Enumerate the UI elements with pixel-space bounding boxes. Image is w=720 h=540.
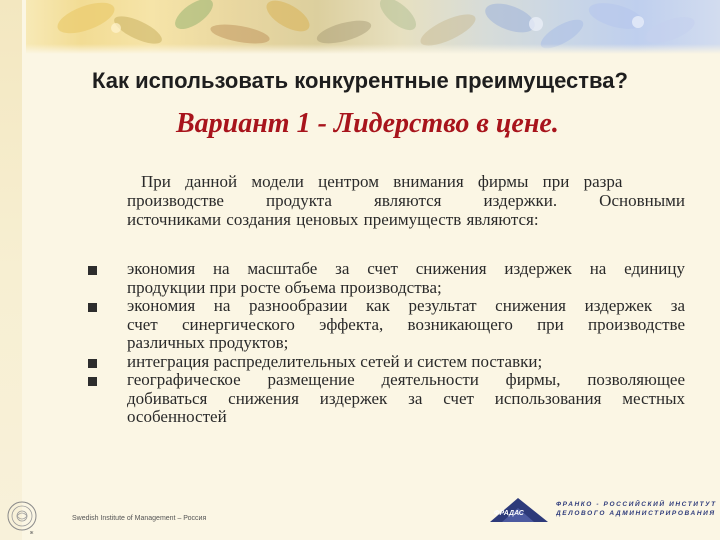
bullet-line: счет синергического эффекта, возникающего при производстве <box>127 314 685 334</box>
bullet-line: интеграция распределительных сетей и систем поставки; <box>127 351 543 371</box>
slide-subtitle: Вариант 1 - Лидерство в цене. <box>176 108 559 139</box>
bullet-line: экономия на разнообразии как результат снижения издержек за <box>127 296 685 315</box>
footer-mark: ж <box>30 530 34 536</box>
intro-line: источниками создания ценовых преимуществ являются: <box>127 210 539 229</box>
intro-line: производстве продукта являются издержки. Основными <box>127 191 685 210</box>
bullet-list <box>0 260 720 427</box>
bullet-item <box>0 371 720 427</box>
bullet-line: экономия на масштабе за счет снижения издержек на единицу <box>127 259 685 278</box>
bullet-item <box>0 353 720 372</box>
footer-org-line: ДЕЛОВОГО АДМИНИСТРИРОВАНИЯ <box>556 510 716 517</box>
bullet-line: различных продуктов; <box>127 333 289 352</box>
square-bullet-icon <box>88 377 97 386</box>
header-banner <box>26 0 720 54</box>
bullet-line: географическое размещение деятельности фирмы, позволяющее <box>127 370 685 389</box>
square-bullet-icon <box>88 266 97 275</box>
square-bullet-icon <box>88 303 97 312</box>
footer-organization <box>556 500 720 518</box>
bullet-item <box>0 297 720 353</box>
square-bullet-icon <box>88 359 97 368</box>
footer-institute: Swedish Institute of Management – Россия <box>72 515 207 522</box>
bullet-line: продукции при росте объема производства; <box>127 277 442 297</box>
footer-logo-text: ФРАДАС <box>494 510 524 517</box>
intro-line: При данной модели центром внимания фирмы при разра <box>141 172 623 191</box>
footer-org-line: ФРАНКО - РОССИЙСКИЙ ИНСТИТУТ <box>556 501 717 508</box>
bullet-item <box>0 260 720 297</box>
bullet-line: особенностей <box>127 407 227 426</box>
seal-icon <box>6 500 38 532</box>
bullet-line: добиваться снижения издержек за счет использования местных <box>127 388 685 408</box>
slide-title: Как использовать конкурентные преимущества? <box>92 68 628 93</box>
intro-paragraph <box>127 172 720 229</box>
